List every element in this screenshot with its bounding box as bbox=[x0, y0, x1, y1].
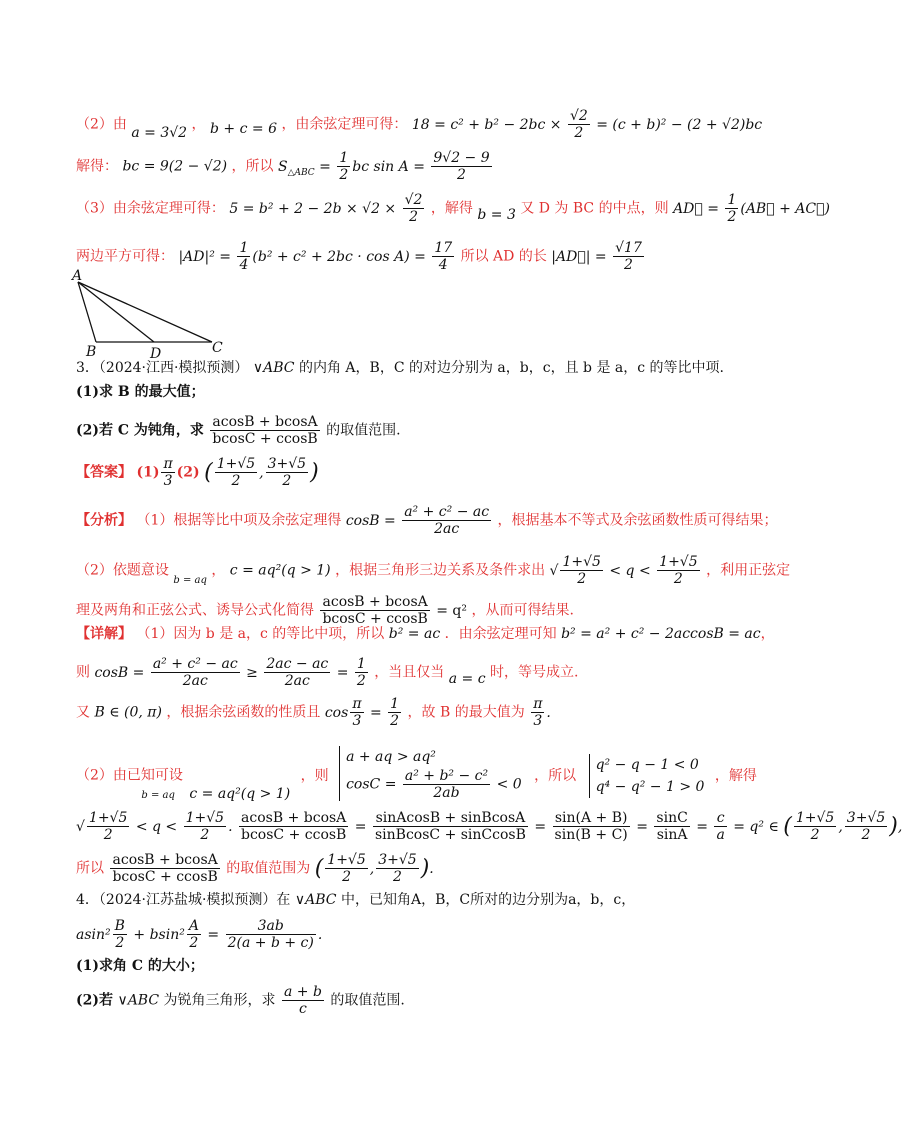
detail-text6b: 的取值范围为 bbox=[226, 860, 311, 877]
part2-text: ，由余弦定理可得： bbox=[281, 116, 408, 133]
q4-part2b: 为锐角三角形，求 bbox=[163, 992, 276, 1009]
triangle-figure bbox=[70, 268, 230, 360]
median-ad bbox=[78, 282, 154, 342]
part2-label: （2）由 bbox=[76, 116, 127, 133]
detail-line1: 【详解】 （1）因为 b 是 a，c 的等比中项，所以 b² = ac ．由余弦定理可知 b² = a² + c² − 2accosB = ac， bbox=[76, 626, 775, 642]
question3-source: 3．（2024·江西·模拟预测） bbox=[76, 360, 249, 376]
q3-part2-post: 的取值范围. bbox=[326, 422, 401, 439]
analysis-text3: 理及两角和正弦公式、诱导公式化简得 bbox=[76, 602, 314, 619]
detail-text3b: ，根据余弦函数的性质且 bbox=[166, 704, 321, 721]
analysis-line3 bbox=[76, 594, 574, 627]
question4-source: 4．（2024·江苏盐城·模拟预测）在 bbox=[76, 892, 291, 908]
question4-part2: (2)若 ∨ABC 为锐角三角形，求 $\frac{a + b}{c}$ 的取值范围. bbox=[76, 984, 405, 1017]
q3-part2-pre: (2)若 C 为钝角，求 bbox=[76, 422, 204, 439]
detail-text6a: 所以 bbox=[76, 860, 104, 877]
answer-label: 【答案】 bbox=[76, 464, 132, 481]
area-equation: $S_{\triangle ABC}$ = $\frac{1}{2}$ bc sin A = $\frac{9√2 - 9}{2}$ bbox=[278, 150, 490, 183]
question4-condition bbox=[76, 918, 322, 951]
detail-text3c: ，故 B 的最大值为 bbox=[407, 704, 525, 721]
label-d: D bbox=[150, 346, 162, 362]
part3-label: （3）由余弦定理可得： bbox=[76, 200, 225, 217]
analysis-text2c: ，根据三角形三边关系及条件求出 bbox=[335, 562, 546, 579]
q4-part2c: 的取值范围. bbox=[330, 992, 405, 1009]
q3-fraction: $\frac{acosB + bcosA}{bcosC + ccosB}$ bbox=[212, 414, 318, 447]
question4-part1: (1)求角 C 的大小； bbox=[76, 958, 204, 974]
detail-text2a: 则 bbox=[76, 664, 90, 681]
analysis-text1b: ，根据基本不等式及余弦函数性质可得结果； bbox=[497, 512, 778, 529]
label-c: C bbox=[212, 340, 223, 356]
q4-part2a: (2)若 bbox=[76, 992, 113, 1009]
question3-part1: (1)求 B 的最大值； bbox=[76, 384, 205, 400]
analysis-label: 【分析】 bbox=[76, 512, 132, 529]
analysis-text1: （1）根据等比中项及余弦定理得 bbox=[136, 512, 342, 529]
question3-part2 bbox=[76, 414, 401, 447]
answer-line: 【答案】 (1) $\frac{\pi}{3}$ (2) ( $\frac{1+√5}{2}$ , $\frac{3+√5}{2}$ ) bbox=[76, 456, 319, 489]
analysis-line1 bbox=[76, 504, 778, 537]
label-b: B bbox=[86, 344, 97, 360]
ratio-chain: √ $\frac{1+√5}{2}$ < q < $\frac{1+√5}{2}$ . $\frac{acosB + bcosA}{bcosC + ccosB}$ = $\frac{\text{sinAcosB + sinBcosA}}{\text{sinBcosC + sinCcosB}}$ = $\frac{\sin(A + B)}{\sin(B + C)}$ = $\frac{\sin C}{\sin A}$ = $\frac{c}{a}$ = q² ∈ ( $\frac{1+√5}{2}$ , $\frac{3+√5}{2}$ ), bbox=[76, 810, 902, 843]
detail-text2b: ，当且仅当 bbox=[374, 664, 445, 681]
detail-text1b: ．由余弦定理可知 bbox=[444, 626, 557, 642]
solution-part2-line: （2）由 a = 3√2 ， b + c = 6 ，由余弦定理可得： 18 = c² + b² − 2bc × $\frac{√2}{2}$ = (c + b)² − (2 + √2)bc bbox=[76, 108, 763, 141]
detail-text4a: （2）由已知可设 bbox=[76, 767, 183, 784]
question3-text: 的内角 A，B，C 的对边分别为 a，b，c，且 b 是 a，c 的等比中项. bbox=[298, 360, 724, 376]
c-def: c = aq²(q > 1) bbox=[229, 562, 331, 579]
system-1: a + aq > aq² cosC = $\frac{\text{a² + b² − c²}}{2ab}$ < 0 bbox=[339, 746, 522, 801]
side-ab bbox=[78, 282, 96, 342]
detail-text2c: 时，等号成立. bbox=[490, 664, 579, 681]
question3-title: 3．（2024·江西·模拟预测） ∨ABC 的内角 A，B，C 的对边分别为 a，b，c，且 b 是 a，c 的等比中项. bbox=[76, 360, 724, 376]
cosB-formula: cosB = $\frac{\text{a² + c² − ac}}{2ac}$ bbox=[345, 504, 490, 537]
solution-part3-line bbox=[76, 192, 830, 225]
analysis-text2b: ，利用正弦定 bbox=[706, 562, 791, 579]
detail-line6 bbox=[76, 852, 434, 885]
square-label: 两边平方可得： bbox=[76, 248, 174, 265]
part3-mid: ，解得 bbox=[430, 200, 473, 217]
part3-text: 又 D 为 BC 的中点，则 bbox=[520, 200, 669, 217]
result-text: ，所以 bbox=[231, 158, 274, 175]
final-interval: ( $\frac{1+√5}{2}$ , $\frac{3+√5}{2}$ ). bbox=[314, 852, 434, 885]
square-equation: |AD|² = $\frac{1}{4}$ (b² + c² + 2bc · cos A) = $\frac{17}{4}$ bbox=[178, 240, 453, 273]
length-value: |AD⃗| = $\frac{√17}{2}$ bbox=[551, 240, 642, 273]
detail-line5 bbox=[76, 810, 902, 843]
length-text: 所以 AD 的长 bbox=[460, 248, 547, 265]
vector-equation: AD⃗ = $\frac{1}{2}$ (AB⃗ + AC⃗) bbox=[673, 192, 830, 225]
detail-text1: （1）因为 b 是 a，c 的等比中项，所以 bbox=[136, 626, 385, 642]
bc-value: bc = 9(2 − √2) bbox=[122, 158, 228, 175]
detail-text4b: ，则 bbox=[300, 767, 329, 784]
analysis-text3b: ，从而可得结果. bbox=[471, 602, 574, 619]
cond-bc-eq: b + c = 6 bbox=[210, 120, 277, 137]
part3-equation: 5 = b² + 2 − 2b × √2 × $\frac{√2}{2}$ bbox=[229, 192, 423, 225]
analysis-text2: （2）依题意设 bbox=[76, 562, 169, 579]
detail-line4: （2）由已知可设 $_{b = aq}$ c = aq²(q > 1) ，则 a + aq > aq² cosC = $\frac{\text{a² + b² − c²}}{2ab}$ < 0 ，所以 q² − q − 1 < 0 q⁴ − q² − 1 > 0 ，解得 bbox=[76, 748, 767, 803]
detail-line2: 则 cosB = $\frac{\text{a² + c² − ac}}{2ac}$ ≥ $\frac{2ac - ac}{2ac}$ = $\frac{1}{2}$ ，当且仅当 a = c 时，等号成立. bbox=[76, 656, 579, 689]
detail-text3a: 又 bbox=[76, 704, 90, 721]
simplified-ratio: $\frac{acosB + bcosA}{bcosC + ccosB}$ = q² bbox=[322, 594, 468, 627]
cosB-inequality: cosB = $\frac{\text{a² + c² − ac}}{2ac}$ ≥ $\frac{2ac - ac}{2ac}$ = $\frac{1}{2}$ bbox=[94, 656, 366, 689]
detail-text4c: ，所以 bbox=[534, 767, 577, 784]
q-range: √ $\frac{1+√5}{2}$ < q < $\frac{1+√5}{2}$ bbox=[549, 554, 698, 587]
system-2: q² − q − 1 < 0 q⁴ − q² − 1 > 0 bbox=[589, 754, 705, 798]
cond-a-eq: a = 3√2 bbox=[131, 124, 188, 141]
answer-interval: ( $\frac{1+√5}{2}$ , $\frac{3+√5}{2}$ ) bbox=[204, 456, 319, 489]
side-ac bbox=[78, 282, 212, 342]
detail-label: 【详解】 bbox=[76, 626, 132, 642]
result-label: 解得： bbox=[76, 158, 118, 175]
question4-text: 中，已知角A，B，C所对的边分别为a，b，c， bbox=[340, 892, 636, 908]
detail-text4d: ，解得 bbox=[714, 767, 757, 784]
q4-equation: asin² $\frac{B}{2}$ + bsin² $\frac{A}{2}$ = $\frac{3ab}{2(a + b + c)}$ . bbox=[76, 918, 323, 951]
final-ratio: $\frac{acosB + bcosA}{bcosC + ccosB}$ bbox=[112, 852, 218, 885]
label-a: A bbox=[72, 268, 83, 284]
solution-part2-result bbox=[76, 150, 494, 183]
part2-equation: 18 = c² + b² − 2bc × $\frac{√2}{2}$ = (c + b)² − (2 + √2)bc bbox=[411, 108, 763, 141]
b-value: b = 3 bbox=[477, 206, 516, 223]
question4-title: 4．（2024·江苏盐城·模拟预测）在 ∨ABC 中，已知角A，B，C所对的边分别为a，b，c， bbox=[76, 892, 636, 908]
detail-line3: 又 B ∈ (0, π) ，根据余弦函数的性质且 cos $\frac{\pi}{3}$ = $\frac{1}{2}$ ，故 B 的最大值为 $\frac{\pi}{3}$ . bbox=[76, 696, 551, 729]
analysis-line2: （2）依题意设 $_{b = aq}$ ， c = aq²(q > 1) ，根据三角形三边关系及条件求出 √ $\frac{1+√5}{2}$ < q < $\frac{1+√5}{2}$ ，利用正弦定 bbox=[76, 554, 791, 587]
